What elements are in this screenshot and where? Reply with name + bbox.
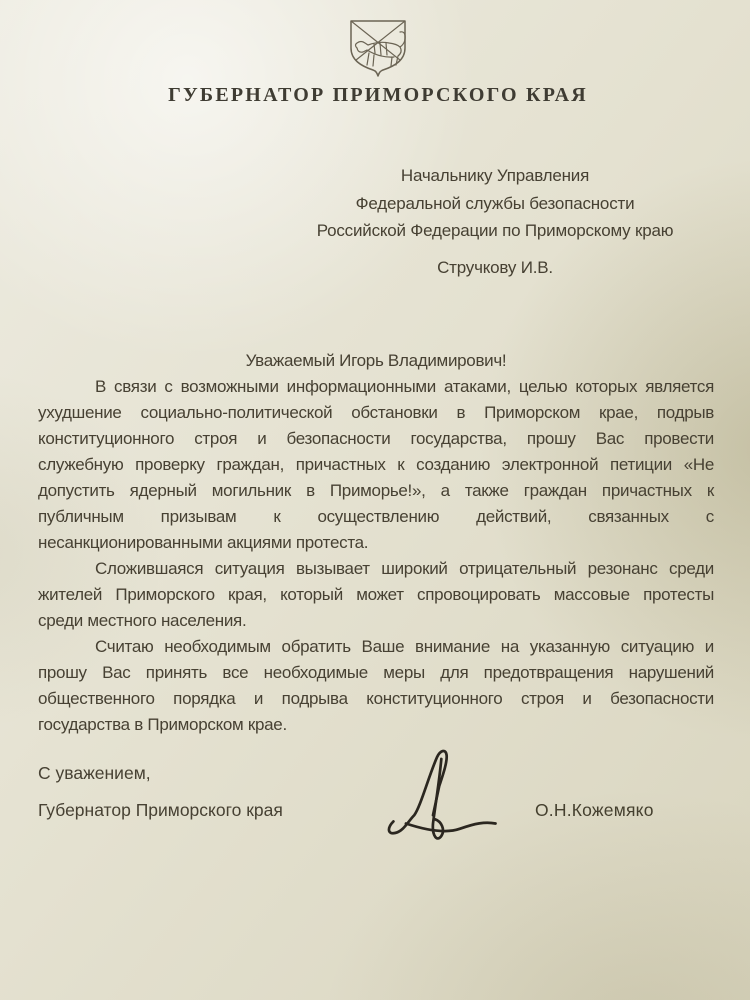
body-line: общественного порядка и подрыва конституционного строя и безопасности: [38, 689, 714, 708]
addressee-line: Начальнику Управления: [400, 166, 590, 185]
body-line: конституционного строя и безопасности государства, прошу Вас провести: [38, 429, 714, 448]
body-line: среди местного населения.: [38, 611, 247, 630]
body-line: государства в Приморском крае.: [38, 715, 287, 734]
signature-icon: [383, 746, 508, 851]
body-line: несанкционированными акциями протеста.: [38, 533, 369, 552]
letter-body: [38, 348, 714, 738]
addressee-line: Федеральной службы безопасности: [355, 193, 635, 213]
addressee-name: Стручкову И.В.: [437, 257, 553, 277]
signer-name: О.Н.Кожемяко: [535, 800, 654, 820]
addressee-block: [300, 162, 690, 281]
body-line: ухудшение социально-политической обстановки в Приморском крае, подрыв: [38, 403, 714, 422]
body-line: прошу Вас принять все необходимые меры для предотвращения нарушений: [38, 663, 714, 682]
body-line: служебную проверку граждан, причастных к созданию электронной петиции «Не: [38, 455, 714, 474]
body-line: допустить ядерный могильник в Приморье!», а также граждан причастных к: [38, 481, 714, 500]
addressee-line: Российской Федерации по Приморскому краю: [316, 221, 674, 240]
body-line: жителей Приморского края, который может спровоцировать массовые протесты: [38, 585, 714, 604]
coat-of-arms-icon: [347, 18, 409, 78]
signer-title: Губернатор Приморского края: [38, 800, 283, 820]
closing-valediction: С уважением,: [38, 763, 151, 783]
body-line: публичным призывам к осуществлению действий, связанных с: [38, 507, 714, 526]
body-line: Сложившаяся ситуация вызывает широкий отрицательный резонанс среди: [95, 559, 714, 578]
body-line: В связи с возможными информационными атаками, целью которых является: [95, 377, 714, 396]
salutation: Уважаемый Игорь Владимирович!: [245, 351, 507, 370]
letterhead-title: ГУБЕРНАТОР ПРИМОРСКОГО КРАЯ: [168, 84, 588, 106]
body-line: Считаю необходимым обратить Ваше внимание на указанную ситуацию и: [95, 637, 714, 656]
